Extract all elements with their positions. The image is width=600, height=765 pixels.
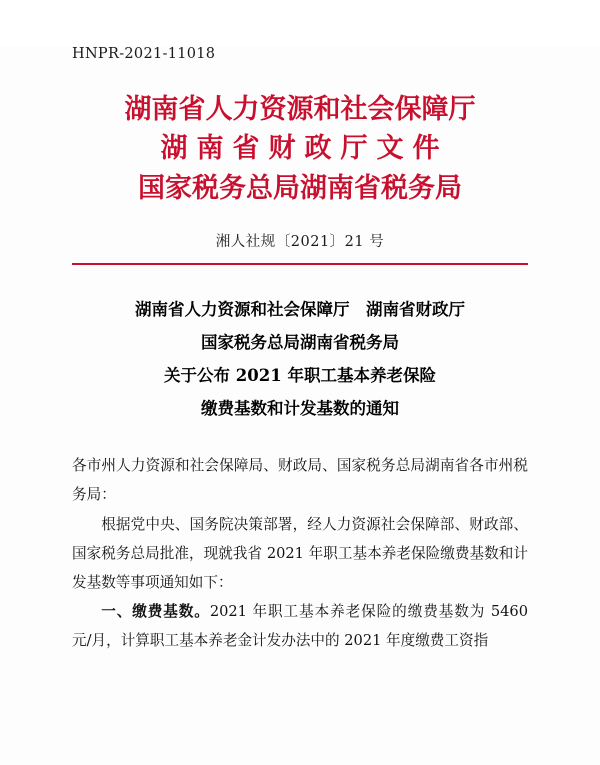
title-line-2: 国家税务总局湖南省税务局 — [201, 333, 399, 353]
title-line-3: 关于公布 2021 年职工基本养老保险 — [164, 366, 436, 386]
document-number: HNPR-2021-11018 — [72, 46, 216, 62]
document-page — [0, 46, 600, 765]
issue-number-block — [72, 230, 528, 265]
red-divider-rule — [72, 263, 528, 265]
masthead-line-3: 国家税务总局湖南省税务局 — [138, 172, 462, 204]
document-title — [72, 293, 528, 425]
paragraph-item-one — [72, 597, 528, 655]
masthead-line-2: 湖南省财政厅文件 — [160, 133, 449, 165]
paragraph-item-one-text: 2021 年职工基本养老保险的缴费基数为 5460 元/月，计算职工基本养老金计发办法中的 2021 年度缴费工资指 — [72, 603, 528, 650]
paragraph-item-one-prefix: 一、缴费基数。 — [101, 603, 210, 621]
title-line-4: 缴费基数和计发基数的通知 — [201, 399, 399, 419]
paragraph-background: 根据党中央、国务院决策部署，经人力资源社会保障部、财政部、国家税务总局批准，现就我省 2021 年职工基本养老保险缴费基数和计发基数等事项通知如下： — [72, 515, 528, 591]
title-line-1: 湖南省人力资源和社会保障厅 湖南省财政厅 — [135, 300, 465, 320]
paragraph-addressee: 各市州人力资源和社会保障局、财政局、国家税务总局湖南省各市州税务局： — [72, 457, 528, 504]
masthead-line-1: 湖南省人力资源和社会保障厅 — [124, 94, 476, 125]
issue-number: 湘人社规〔2021〕21 号 — [215, 234, 385, 251]
masthead — [72, 90, 528, 208]
document-body — [72, 451, 528, 655]
